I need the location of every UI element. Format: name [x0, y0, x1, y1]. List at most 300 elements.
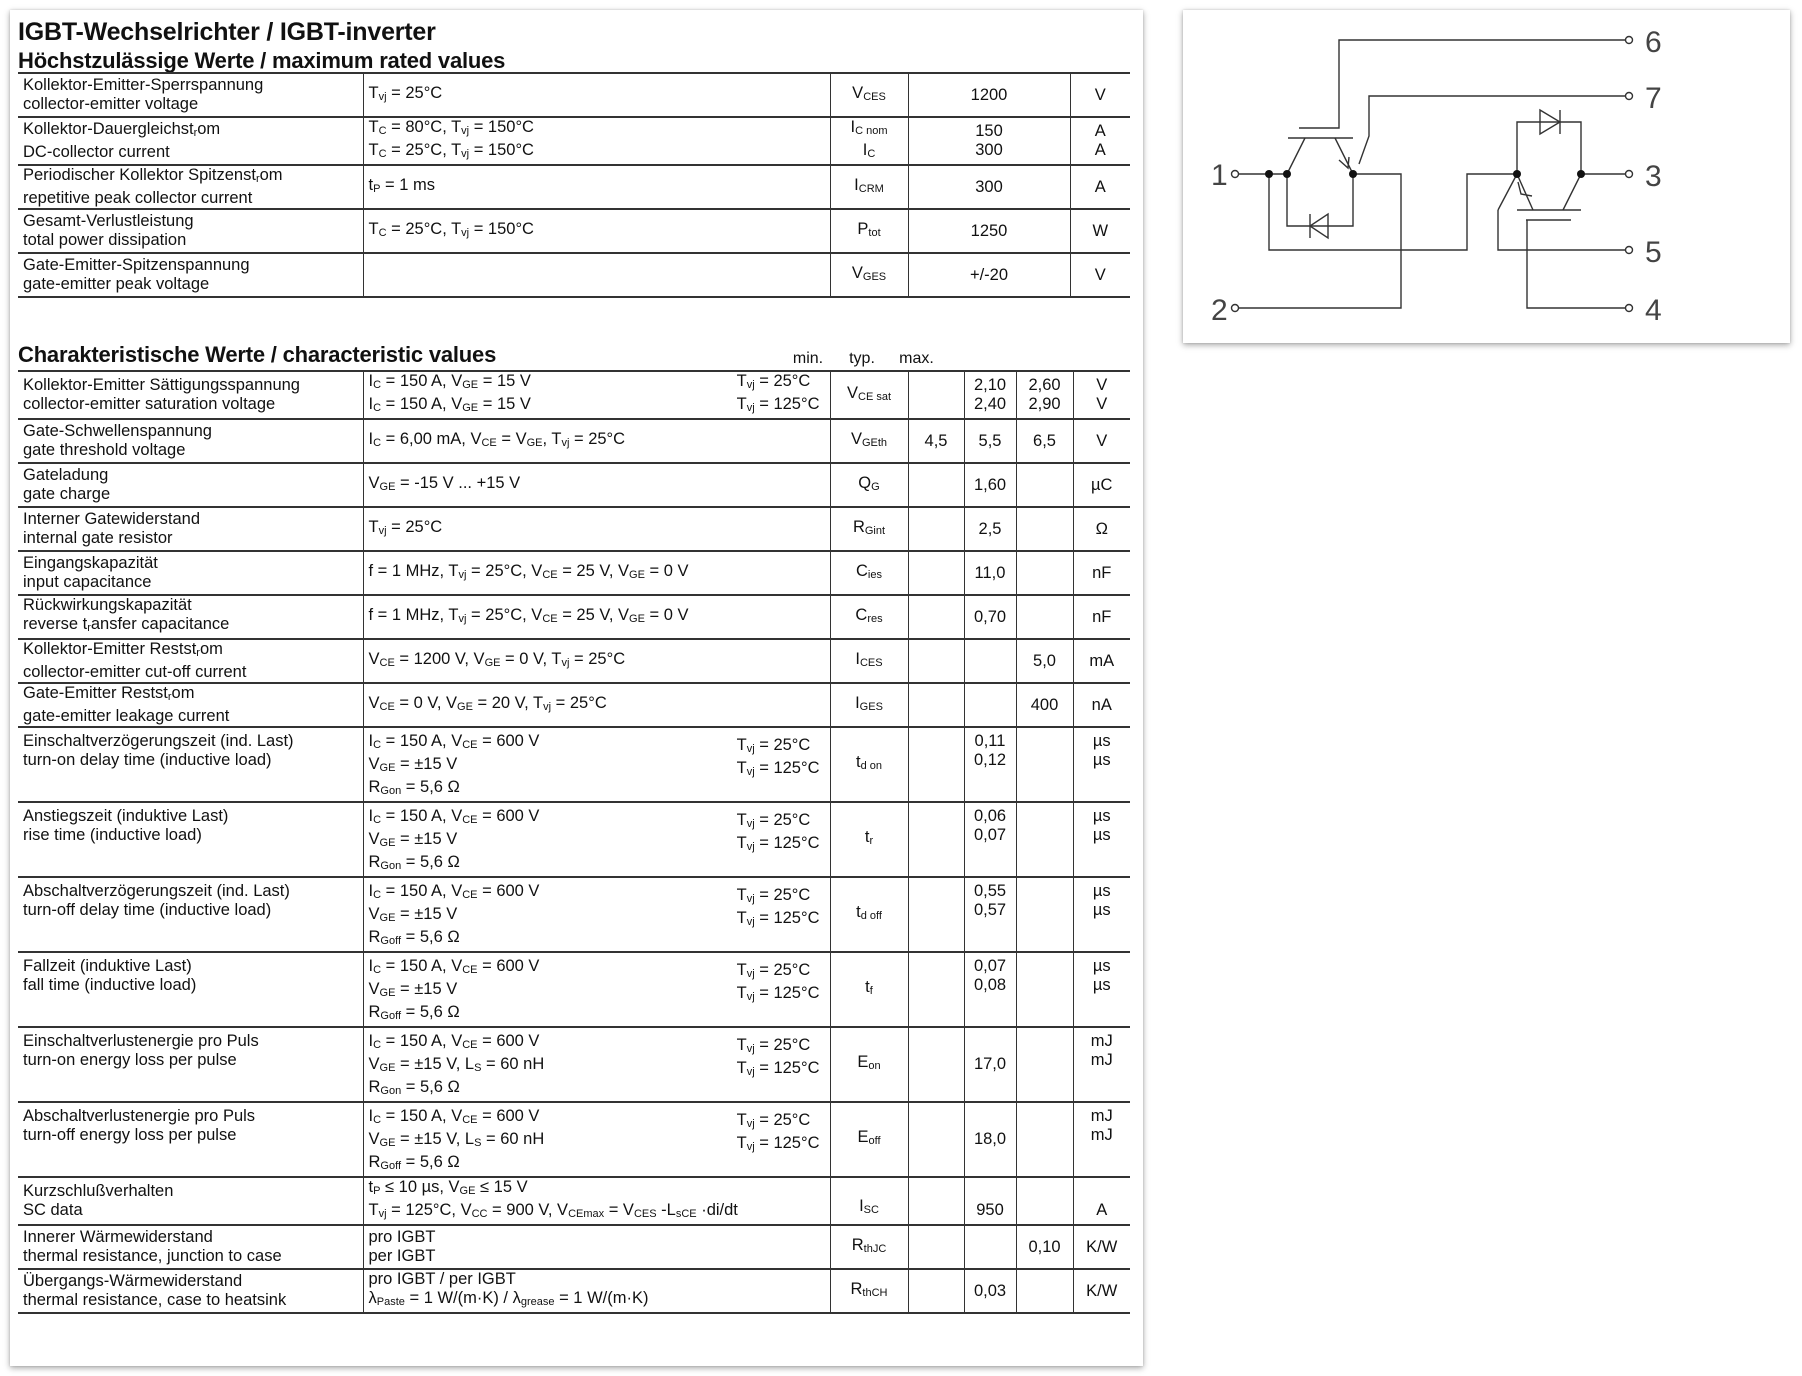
cell-line: collector-emitter cut-off current	[23, 663, 247, 681]
cell-line: Fallzeit (induktive Last)	[23, 957, 192, 975]
test-conditions	[363, 952, 830, 1027]
cell-line: Abschaltverzögerungszeit (ind. Last)	[23, 882, 290, 900]
symbol	[830, 1269, 908, 1313]
junction-temperature	[737, 811, 820, 857]
test-conditions	[363, 507, 830, 551]
cell-line: thermal resistance, junction to case	[23, 1247, 282, 1265]
cell-line: 0,06	[973, 807, 1007, 825]
cell-line: $V_{CE} = 1200$ V, $V_{GE} = 0$ V, $T_{vj} = 25^\circ C$	[368, 649, 626, 669]
cell-line: $Q_G$	[858, 473, 880, 493]
cell-line: $C_{res}$	[855, 605, 883, 625]
parameter-name	[18, 463, 363, 507]
table-row	[18, 463, 1130, 507]
table-row	[18, 1177, 1130, 1225]
cell-line: $I_{CRM}$	[854, 175, 884, 195]
cell-line: W	[1092, 221, 1109, 240]
symbol	[830, 209, 908, 253]
cell-line: $T_{vj} = 125^\circ C$, $V_{CC} = 900$ V, $V_{CEmax} = V_{CES}$ $-L_{sCE} \cdot di/dt$	[368, 1201, 738, 1220]
cell-line: $V_{GEth}$	[850, 429, 888, 449]
cell-line: $T_{vj} = 125^\circ C$	[736, 834, 820, 853]
pin-label-4: 4	[1645, 294, 1662, 327]
cell-line: µC	[1091, 475, 1113, 494]
unit	[1073, 551, 1130, 595]
value-max	[1016, 727, 1073, 802]
symbol	[830, 371, 908, 419]
page-title: IGBT-Wechselrichter / IGBT-inverter	[18, 18, 436, 46]
value-max	[1016, 952, 1073, 1027]
cell-line: $T_{vj} = 125^\circ C$	[736, 759, 820, 778]
cell-line: Kollektor-Emitter-Sperrspannung	[23, 76, 264, 94]
unit	[1073, 419, 1130, 463]
value-max	[1016, 595, 1073, 639]
test-conditions	[363, 802, 830, 877]
characteristic-table	[18, 370, 1130, 1314]
cell-line: $V_{GES}$	[851, 263, 887, 283]
cell-line: gate-emitter peak voltage	[23, 275, 210, 293]
table-row	[18, 371, 1130, 419]
symbol	[830, 1225, 908, 1269]
cell-line: A	[1094, 177, 1106, 196]
symbol	[830, 1102, 908, 1177]
cell-line: $I_{CES}$	[855, 649, 883, 669]
unit	[1073, 1177, 1130, 1225]
value-min	[908, 727, 964, 802]
cell-line: V	[1096, 431, 1108, 450]
cell-line: $E_{off}$	[857, 1128, 881, 1147]
cell-line: thermal resistance, case to heatsink	[23, 1291, 287, 1309]
cell-line: total power dissipation	[23, 231, 187, 249]
table-row	[18, 683, 1130, 727]
cell-line: gate charge	[23, 485, 111, 503]
unit	[1073, 802, 1130, 877]
value-typ	[964, 551, 1016, 595]
unit	[1073, 727, 1130, 802]
symbol	[830, 551, 908, 595]
col-max-header: max.	[899, 350, 934, 367]
table-row	[18, 1102, 1130, 1177]
symbol	[830, 1177, 908, 1225]
datasheet-panel	[10, 10, 1143, 1366]
cell-line: gate threshold voltage	[23, 441, 186, 459]
value	[908, 117, 1070, 165]
cell-line: nA	[1091, 695, 1112, 714]
cell-line: repetitive peak collector current	[23, 189, 253, 207]
cell-line: Einschaltverlustenergie pro Puls	[23, 1032, 259, 1050]
cell-line: $T_{vj} = 125^\circ C$	[736, 395, 820, 414]
value-typ	[964, 507, 1016, 551]
table-row	[18, 551, 1130, 595]
cell-line: 4,5	[924, 431, 948, 450]
cell-line: $t_f$	[865, 978, 873, 997]
cell-line: $T_{vj} = 25^\circ C$	[736, 961, 811, 980]
table-row	[18, 253, 1130, 297]
cell-line: $R_{Gint}$	[852, 517, 886, 537]
cell-line: µs	[1092, 957, 1111, 975]
cell-line: $I_C = 150$ A, $V_{CE} = 600$ V	[368, 732, 540, 751]
cell-line: 1200	[970, 85, 1008, 104]
cell-line: V	[1096, 376, 1108, 394]
cell-line: turn-off delay time (inductive load)	[23, 901, 272, 919]
cell-line: 0,55	[973, 882, 1007, 900]
cell-line: 0,57	[973, 901, 1007, 919]
value	[908, 73, 1070, 117]
test-conditions	[363, 1102, 830, 1177]
cell-line: 0,08	[973, 976, 1007, 994]
pin-4-terminal	[1626, 305, 1633, 312]
cell-line: $I_C = 150$ A, $V_{GE} = 15$ V	[368, 372, 531, 391]
cell-line: $T_{vj} = 25^\circ C$	[736, 736, 811, 755]
value-max	[1016, 683, 1073, 727]
cell-line: Kurzschlußverhalten	[23, 1182, 174, 1200]
cell-line: nF	[1092, 563, 1112, 582]
value-typ	[964, 1102, 1016, 1177]
cell-line: 11,0	[974, 563, 1006, 582]
junction-temperature	[737, 1111, 820, 1157]
cell-line: turn-off energy loss per pulse	[23, 1126, 237, 1144]
circuit-diagram-panel	[1183, 10, 1790, 343]
cell-line: 0,03	[973, 1281, 1007, 1300]
table-row	[18, 419, 1130, 463]
cell-line: $V_{GE} = \pm 15$ V	[368, 830, 458, 849]
cell-line: 0,12	[973, 751, 1007, 769]
cell-line: per IGBT	[368, 1247, 436, 1265]
value-min	[908, 1027, 964, 1102]
cell-line: $T_C = 80^\circ C$, $T_{vj} = 150^\circ C$	[368, 118, 534, 137]
test-conditions	[363, 727, 830, 802]
cell-line: A	[1094, 141, 1106, 159]
parameter-name	[18, 165, 363, 209]
cell-line: $I_{SC}$	[859, 1197, 879, 1216]
value-min	[908, 802, 964, 877]
value-min	[908, 371, 964, 419]
cell-line: $V_{GE} = \pm 15$ V, $L_S = 60$ nH	[368, 1130, 545, 1149]
cell-line: Ω	[1095, 519, 1108, 538]
cell-line: µs	[1092, 826, 1111, 844]
cell-line: 2,60	[1028, 376, 1061, 394]
cell-line: $t_P = 1$ ms	[368, 175, 435, 195]
unit	[1073, 639, 1130, 683]
symbol	[830, 639, 908, 683]
cell-line: $I_C = 150$ A, $V_{CE} = 600$ V	[368, 957, 540, 976]
table-row	[18, 1225, 1130, 1269]
cell-line: pro IGBT / per IGBT	[368, 1270, 516, 1288]
junction-temperature	[737, 372, 820, 418]
cell-line: Anstiegszeit (induktive Last)	[23, 807, 229, 825]
test-conditions	[363, 1177, 830, 1225]
symbol	[830, 419, 908, 463]
parameter-name	[18, 1027, 363, 1102]
junction-temperature	[737, 1036, 820, 1082]
cell-line: input capacitance	[23, 573, 152, 591]
cell-line: rise time (inductive load)	[23, 826, 202, 844]
unit	[1070, 73, 1130, 117]
unit	[1073, 1225, 1130, 1269]
value-max	[1016, 802, 1073, 877]
test-conditions	[363, 551, 830, 595]
test-conditions	[363, 639, 830, 683]
parameter-name	[18, 877, 363, 952]
unit	[1073, 463, 1130, 507]
cell-line: Innerer Wärmewiderstand	[23, 1228, 213, 1246]
cell-line: Gate-Schwellenspannung	[23, 422, 212, 440]
parameter-name	[18, 802, 363, 877]
cell-line: $V_{GE} = \pm 15$ V	[368, 755, 458, 774]
max-rated-section-title: Höchstzulässige Werte / maximum rated values	[18, 48, 506, 73]
cell-line: A	[1094, 122, 1106, 140]
cell-line: $T_{vj} = 25^\circ C$	[736, 1036, 811, 1055]
value	[908, 165, 1070, 209]
parameter-name	[18, 209, 363, 253]
junction-temperature	[737, 886, 820, 932]
value-max	[1016, 1269, 1073, 1313]
value-typ	[964, 1269, 1016, 1313]
cell-line: Einschaltverzögerungszeit (ind. Last)	[23, 732, 294, 750]
cell-line: V	[1094, 85, 1106, 104]
cell-line: $t_{d on}$	[855, 753, 882, 772]
cell-line: f = 1 MHz, $T_{vj} = 25^\circ C$, $V_{CE} = 25$ V, $V_{GE} = 0$ V	[368, 605, 689, 625]
cell-line: $R_{Gon} = 5,6$ Ω	[368, 778, 460, 797]
cell-line: $R_{Gon} = 5,6$ Ω	[368, 1078, 460, 1097]
unit	[1073, 1269, 1130, 1313]
value-typ	[964, 371, 1016, 419]
symbol	[830, 253, 908, 297]
unit	[1073, 683, 1130, 727]
cell-line: $R_{Goff} = 5,6$ Ω	[368, 1153, 460, 1172]
cell-line: $V_{GE} = \pm 15$ V	[368, 980, 458, 999]
cell-line: $T_{vj} = 25^\circ C$	[736, 1111, 811, 1130]
value-max	[1016, 1102, 1073, 1177]
cell-line: $I_C$	[862, 141, 876, 160]
value-max	[1016, 1027, 1073, 1102]
col-typ-header: typ.	[849, 350, 875, 367]
cell-line: Gesamt-Verlustleistung	[23, 212, 194, 230]
cell-line: DC-collector current	[23, 143, 170, 161]
cell-line: Kollektor-Emitter Sättigungsspannung	[23, 376, 300, 394]
cell-line: 950	[976, 1201, 1004, 1219]
parameter-name	[18, 727, 363, 802]
test-conditions	[363, 73, 830, 117]
pin-7-terminal	[1626, 93, 1633, 100]
unit	[1073, 952, 1130, 1027]
table-row	[18, 165, 1130, 209]
cell-line: 0,70	[973, 607, 1007, 626]
cell-line: µs	[1092, 732, 1111, 750]
value-typ	[964, 1027, 1016, 1102]
unit	[1073, 1027, 1130, 1102]
cell-line: µs	[1092, 882, 1111, 900]
unit	[1073, 1102, 1130, 1177]
cell-line: mA	[1089, 651, 1115, 670]
value	[908, 253, 1070, 297]
parameter-name	[18, 551, 363, 595]
symbol	[830, 73, 908, 117]
value-max	[1016, 371, 1073, 419]
cell-line: $I_C = 150$ A, $V_{CE} = 600$ V	[368, 807, 540, 826]
cell-line: $R_{thCH}$	[850, 1279, 888, 1299]
cell-line: µs	[1092, 751, 1111, 769]
cell-line: $I_C = 150$ A, $V_{CE} = 600$ V	[368, 1032, 540, 1051]
cell-line: 2,5	[978, 519, 1002, 538]
pin-label-5: 5	[1645, 236, 1662, 269]
cell-line: +/-20	[969, 265, 1009, 284]
parameter-name	[18, 1269, 363, 1313]
unit	[1070, 209, 1130, 253]
pin-6-terminal	[1626, 37, 1633, 44]
value-max	[1016, 463, 1073, 507]
test-conditions	[363, 595, 830, 639]
parameter-name	[18, 1102, 363, 1177]
cell-line: µs	[1092, 807, 1111, 825]
table-row	[18, 595, 1130, 639]
pin-label-2: 2	[1211, 294, 1228, 327]
cell-line: $T_C = 25^\circ C$, $T_{vj} = 150^\circ C$	[368, 219, 534, 239]
value-min	[908, 463, 964, 507]
table-row	[18, 73, 1130, 117]
value-typ	[964, 877, 1016, 952]
parameter-name	[18, 117, 363, 165]
cell-line: f = 1 MHz, $T_{vj} = 25^\circ C$, $V_{CE} = 25$ V, $V_{GE} = 0$ V	[368, 561, 689, 581]
cell-line: Eingangskapazität	[23, 554, 158, 572]
cell-line: Kollektor-Emitter Restst$_r$om	[23, 640, 223, 659]
test-conditions	[363, 371, 830, 419]
parameter-name	[18, 1177, 363, 1225]
value-min	[908, 595, 964, 639]
cell-line: collector-emitter voltage	[23, 95, 199, 113]
pin-label-1: 1	[1211, 159, 1228, 192]
cell-line: 1,60	[973, 475, 1007, 494]
cell-line: 5,5	[978, 431, 1002, 450]
pin-2-terminal	[1232, 305, 1239, 312]
value-typ	[964, 1177, 1016, 1225]
cell-line: $V_{GE} = -15$ V ... +15 V	[368, 473, 521, 493]
symbol	[830, 952, 908, 1027]
igbt-half-bridge-schematic	[1183, 10, 1790, 343]
cell-line: Kollektor-Dauergleichst$_r$om	[23, 120, 221, 139]
characteristic-section-title: Charakteristische Werte / characteristic values	[18, 342, 497, 367]
cell-line: µs	[1092, 976, 1111, 994]
cell-line: $t_P \le 10$ µs, $V_{GE} \le 15$ V	[368, 1178, 528, 1197]
cell-line: 400	[1030, 695, 1059, 714]
cell-line: $V_{GE} = \pm 15$ V	[368, 905, 458, 924]
parameter-name	[18, 507, 363, 551]
table-row	[18, 507, 1130, 551]
cell-line: $V_{CE sat}$	[846, 383, 892, 403]
cell-line: $T_{vj} = 25^\circ C$	[368, 83, 443, 103]
cell-line: 17,0	[973, 1055, 1007, 1073]
value-typ	[964, 802, 1016, 877]
value-min	[908, 639, 964, 683]
cell-line: 2,90	[1028, 395, 1061, 413]
table-row	[18, 877, 1130, 952]
cell-line: V	[1094, 265, 1106, 284]
cell-line: Gate-Emitter Restst$_r$om	[23, 684, 195, 703]
symbol	[830, 117, 908, 165]
test-conditions	[363, 463, 830, 507]
value-typ	[964, 1225, 1016, 1269]
cell-line: mJ	[1090, 1126, 1113, 1144]
cell-line: $R_{Gon} = 5,6$ Ω	[368, 853, 460, 872]
test-conditions	[363, 419, 830, 463]
cell-line: 5,0	[1033, 651, 1056, 670]
cell-line: 18,0	[973, 1130, 1007, 1148]
unit	[1070, 117, 1130, 165]
cell-line: 2,10	[973, 376, 1007, 394]
symbol	[830, 802, 908, 877]
cell-line: $E_{on}$	[857, 1053, 881, 1072]
cell-line: µs	[1092, 901, 1111, 919]
cell-line: Abschaltverlustenergie pro Puls	[23, 1107, 256, 1125]
value-typ	[964, 952, 1016, 1027]
symbol	[830, 683, 908, 727]
cell-line: reverse $t_ransfer$ capacitance	[23, 615, 230, 634]
value-max	[1016, 877, 1073, 952]
cell-line: $T_{vj} = 25^\circ C$	[368, 517, 443, 537]
cell-line: 0,11	[974, 732, 1006, 750]
test-conditions	[363, 165, 830, 209]
table-row	[18, 952, 1130, 1027]
value-min	[908, 683, 964, 727]
value-max	[1016, 551, 1073, 595]
parameter-name	[18, 253, 363, 297]
cell-line: Übergangs-Wärmewiderstand	[23, 1272, 243, 1290]
table-row	[18, 639, 1130, 683]
cell-line: A	[1096, 1201, 1108, 1219]
value-typ	[964, 727, 1016, 802]
cell-line: $C_{ies}$	[856, 561, 882, 581]
cell-line: $I_{GES}$	[855, 693, 883, 713]
value-min	[908, 1269, 964, 1313]
cell-line: $R_{Goff} = 5,6$ Ω	[368, 1003, 460, 1022]
cell-line: $I_C = 6,00$ mA, $V_{CE} = V_{GE}$, $T_{vj} = 25^\circ C$	[368, 429, 626, 449]
test-conditions	[363, 1225, 830, 1269]
cell-line: 300	[975, 141, 1003, 159]
value-min	[908, 1225, 964, 1269]
unit	[1073, 595, 1130, 639]
pin-5-terminal	[1626, 247, 1633, 254]
table-row	[18, 1269, 1130, 1313]
col-min-header: min.	[792, 350, 824, 367]
cell-line: V	[1096, 395, 1108, 413]
max-rated-table	[18, 72, 1130, 298]
cell-line: 0,07	[973, 826, 1007, 844]
value-typ	[964, 595, 1016, 639]
test-conditions	[363, 683, 830, 727]
cell-line: pro IGBT	[368, 1228, 436, 1246]
cell-line: 150	[975, 122, 1003, 140]
cell-line: $T_{vj} = 25^\circ C$	[736, 372, 811, 391]
parameter-name	[18, 1225, 363, 1269]
value-typ	[964, 463, 1016, 507]
parameter-name	[18, 73, 363, 117]
test-conditions	[363, 1027, 830, 1102]
cell-line: turn-on energy loss per pulse	[23, 1051, 237, 1069]
symbol	[830, 1027, 908, 1102]
pin-1-terminal	[1232, 171, 1239, 178]
pin-label-7: 7	[1645, 82, 1662, 115]
cell-line: 2,40	[973, 395, 1007, 413]
table-row	[18, 802, 1130, 877]
cell-line: $T_{vj} = 125^\circ C$	[736, 1059, 820, 1078]
table-row	[18, 1027, 1130, 1102]
cell-line: $t_r$	[864, 828, 874, 847]
cell-line: 0,07	[973, 957, 1007, 975]
cell-line: $T_{vj} = 125^\circ C$	[736, 909, 820, 928]
parameter-name	[18, 639, 363, 683]
cell-line: 1250	[970, 221, 1008, 240]
cell-line: fall time (inductive load)	[23, 976, 197, 994]
cell-line: $R_{Goff} = 5,6$ Ω	[368, 928, 460, 947]
cell-line: $\lambda_{Paste} = 1$ $W/(m\cdot K) / \lambda_{grease} = 1$ W/(m·K)	[368, 1289, 649, 1308]
